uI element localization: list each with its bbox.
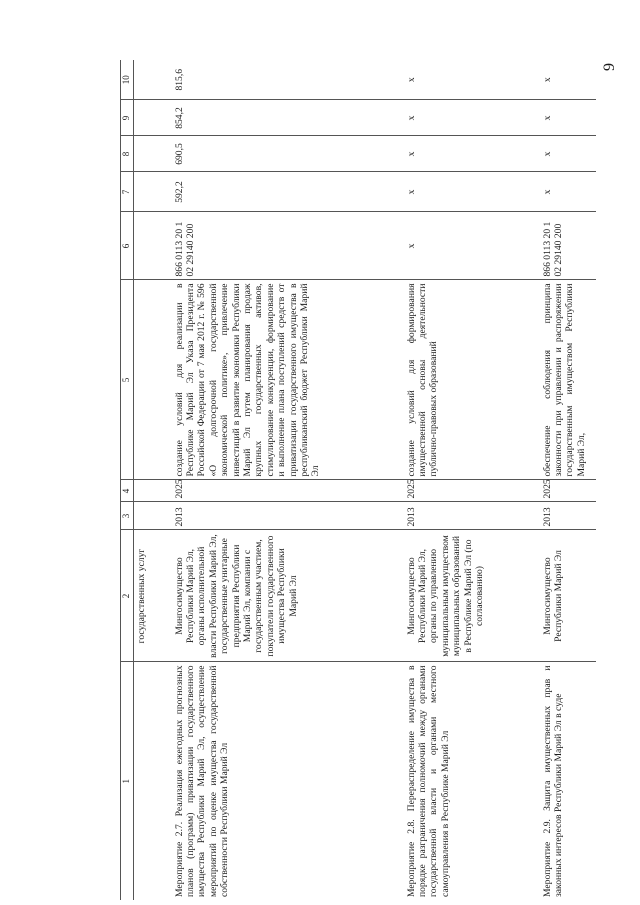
table-row	[172, 60, 404, 900]
end-year: 2025	[540, 480, 596, 502]
value-cell: x	[540, 60, 596, 100]
value-cell: 815,6	[172, 60, 404, 100]
column-header: 4	[121, 480, 134, 502]
start-year: 2013	[404, 502, 540, 530]
table-row	[540, 60, 596, 900]
measure-name: Мероприятие 2.7. Реализация ежегодных прогнозных планов (программ) приватизации государственного имущества Республики Марий Эл, осуществление мероприятий по оценке имущества государственной собственности Республики Марий Эл	[173, 665, 231, 897]
column-header: 6	[121, 212, 134, 280]
budget-code: 866 0113 20 1 02 29140 200	[172, 212, 404, 280]
value-cell: x	[404, 172, 540, 212]
column-header: 8	[121, 136, 134, 172]
column-header: 10	[121, 60, 134, 100]
value-cell: x	[540, 136, 596, 172]
measure-name: Мероприятие 2.8. Перераспределение имущества в порядке разграничения полномочий между органами государственной власти и органами местного самоуправления в Республике Марий Эл	[405, 665, 451, 897]
budget-code: x	[404, 212, 540, 280]
column-header: 7	[121, 172, 134, 212]
measure-name: Мероприятие 2.9. Защита имущественных прав и законных интересов Республики Марий Эл в суде	[541, 665, 564, 897]
value-cell: x	[404, 60, 540, 100]
budget-code: 866 0113 20 1 02 29140 200	[540, 212, 596, 280]
table-row	[404, 60, 540, 900]
end-year: 2025	[172, 480, 404, 502]
column-header: 2	[121, 530, 134, 662]
expected-result: создание условий для реализации в Республике Марий Эл Указа Президента Российской Федерации от 7 мая 2012 г. № 596 «О долгосрочной государственной экономической политике», привлечение инвестиций в развитие экономики Республики Марий Эл путем планирования продаж крупных государственных активов, стимулирование конкуренции, формирование и выполнение плана поступлений средств от приватизации государственного имущества в республиканский бюджет Республики Марий Эл	[172, 280, 404, 480]
column-number-row	[121, 60, 134, 900]
rotated-table-container	[120, 60, 587, 900]
continuation-text: государственных услуг	[134, 530, 172, 662]
executor: Мингосимущество Республики Марий Эл, органы исполнительной власти Республики Марий Эл, государственные унитарные предприятия Республики Марий Эл, компании с государственным участием, покупатели государственного имущества Республики Марий Эл	[172, 530, 404, 662]
executor: Мингосимущество Республики Марий Эл	[540, 530, 596, 662]
expected-result: обеспечение соблюдения принципа законности при управлении и распоряжении государственным имуществом Республики Марий Эл,	[540, 280, 596, 480]
value-cell: x	[540, 172, 596, 212]
column-header: 5	[121, 280, 134, 480]
column-header: 9	[121, 100, 134, 136]
expected-result: создание условий для формирования имущественной основы деятельности публично-правовых образований	[404, 280, 540, 480]
end-year: 2025	[404, 480, 540, 502]
start-year: 2013	[172, 502, 404, 530]
value-cell: x	[540, 100, 596, 136]
program-measures-table	[120, 60, 596, 900]
value-cell: x	[404, 100, 540, 136]
value-cell: x	[404, 136, 540, 172]
continuation-row	[134, 60, 172, 900]
value-cell: 592,2	[172, 172, 404, 212]
executor: Мингосимущество Республики Марий Эл, органы по управлению муниципальным имуществом муниципальных образований в Республике Марий Эл (по согласованию)	[404, 530, 540, 662]
value-cell: 690,5	[172, 136, 404, 172]
column-header: 3	[121, 502, 134, 530]
start-year: 2013	[540, 502, 596, 530]
page-number: 9	[601, 63, 618, 71]
column-header: 1	[121, 662, 134, 900]
value-cell: 854,2	[172, 100, 404, 136]
